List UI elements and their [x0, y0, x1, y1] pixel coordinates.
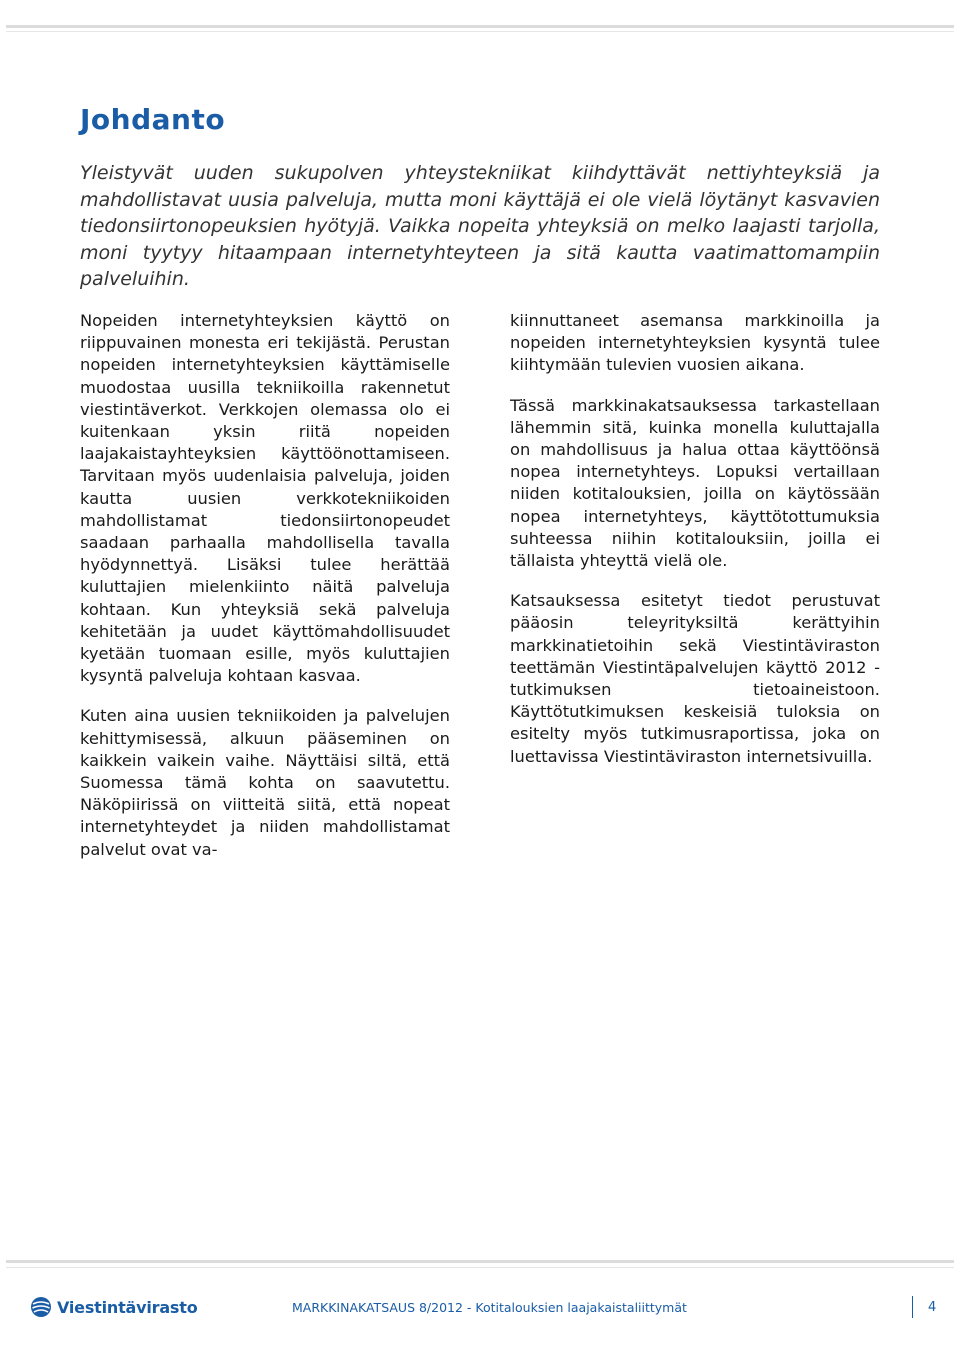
left-paragraph-2: Kuten aina uusien tekniikoiden ja palvelujen kehittymisessä, alkuun pääseminen on kaikkein vaikein vaihe. Näyttäisi siltä, että Suomessa tämä kohta on saavutettu. Näköpiirissä on viitteitä siitä, että nopeat internetyhteydet ja niiden mahdollistamat palvelut ovat va- — [80, 706, 450, 859]
right-column — [510, 310, 880, 786]
viestintavirasto-logo — [30, 1296, 198, 1318]
bottom-divider — [6, 1260, 954, 1268]
left-paragraph-1: Nopeiden internetyhteyksien käyttö on riippuvainen monesta eri tekijästä. Perustan nopeiden internetyhteyksien käyttämiselle muodostaa uusilla tekniikoilla rakennetut viestintäverkot. Verkkojen olemassa olo ei kuitenkaan yksin riitä nopeiden laajakaistayhteyksien käyttöönottamiseen. Tarvitaan myös uudenlaisia palveluja, joiden kautta uusien verkkotekniikoiden mahdollistamat tiedonsiirtonopeudet saadaan parhaalla mahdollisella tavalla hyödynnettyä. Lisäksi tulee herättää kuluttajien mielenkiinto näitä palveluja kohtaan. Kun yhteyksiä sekä palveluja kehitetään ja uudet käyttömahdollisuudet kyetään tuomaan esille, myös kuluttajien kysyntä palveluja kohtaan kasvaa. — [80, 311, 450, 686]
top-divider — [6, 6, 954, 28]
footer-title: MARKKINAKATSAUS 8/2012 - Kotitalouksien laajakaistaliittymät — [292, 1300, 687, 1315]
right-paragraph-2: Tässä markkinakatsauksessa tarkastellaan lähemmin sitä, kuinka monella kuluttajalla on mahdollisuus ja halua ottaa käyttöönsä nopea internetyhteys. Lopuksi vertaillaan niiden kotitalouksien, joilla on käytössään nopea internetyhteys, käyttötottumuksia suhteessa niihin kotitalouksiin, joilla ei tällaista yhteyttä vielä ole. — [510, 395, 880, 571]
right-paragraph-1: kiinnuttaneet asemansa markkinoilla ja nopeiden internetyhteyksien kysyntä tulee kiihtymään tulevien vuosien aikana. — [510, 311, 880, 375]
page-footer — [0, 1290, 960, 1330]
page-title: Johdanto — [80, 103, 226, 136]
logo-text: Viestintävirasto — [57, 1297, 198, 1317]
page-number: 4 — [928, 1300, 937, 1315]
left-column — [80, 310, 450, 879]
globe-icon — [30, 1296, 52, 1318]
footer-separator — [912, 1296, 913, 1318]
lead-paragraph: Yleistyvät uuden sukupolven yhteystekniikat kiihdyttävät nettiyhteyksiä ja mahdollistavat uusia palveluja, mutta moni käyttäjä ei ole vielä löytänyt kasvavien tiedonsiirtonopeuksien hyötyjä. Vaikka nopeita yhteyksiä on melko laajasti tarjolla, moni tyytyy hitaampaan internetyhteyteen ja sitä kautta vaatimattomampiin palveluihin. — [80, 162, 880, 290]
right-paragraph-3: Katsauksessa esitetyt tiedot perustuvat pääosin teleyrityksiltä kerättyihin markkinatietoihin sekä Viestintäviraston teettämän Viestintäpalvelujen käyttö 2012 -tutkimuksen tietoaineistoon. Käyttötutkimuksen keskeisiä tuloksia on esitelty myös tutkimusraportissa, joka on luettavissa Viestintäviraston internetsivuilla. — [510, 591, 880, 766]
